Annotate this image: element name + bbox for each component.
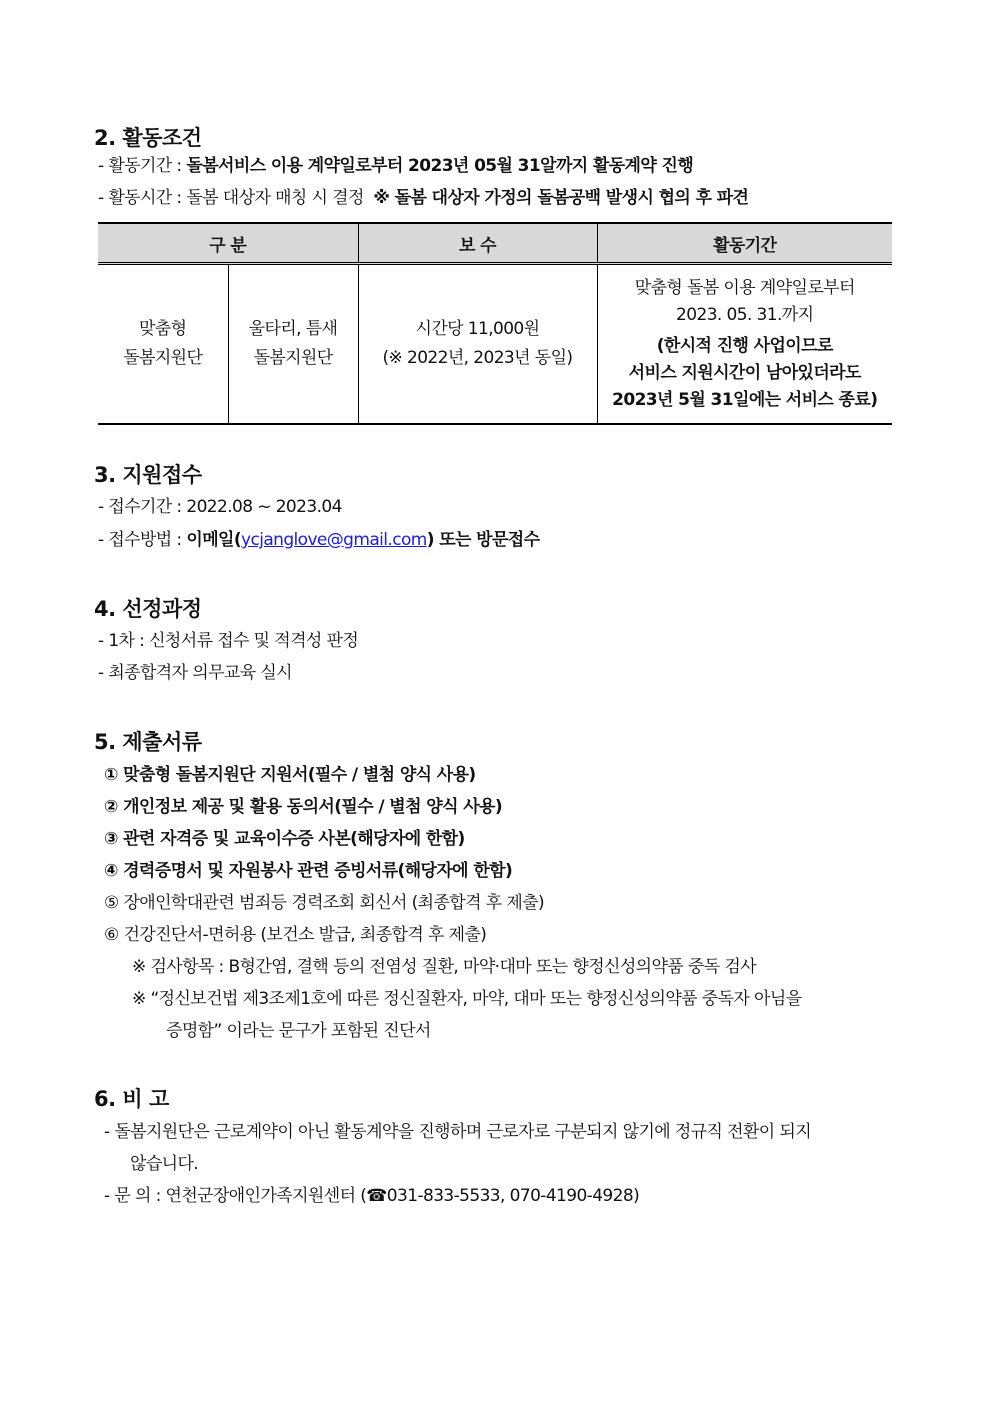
doc-note: ※ 검사항목 : B형간염, 결핵 등의 전염성 질환, 마약·대마 또는 향정신성의약품 중독 검사 xyxy=(132,957,757,977)
doc-item: ⑤ 장애인학대관련 범죄등 경력조회 회신서 (최종합격 후 제출) xyxy=(104,893,545,913)
section-6-title: 6. 비 고 xyxy=(94,1087,169,1111)
cell-pay-line: 시간당 11,000원 xyxy=(415,319,540,339)
cell-group xyxy=(98,264,228,425)
remark-line-cont: 않습니다. xyxy=(130,1154,199,1174)
cell-pay xyxy=(358,264,597,425)
remark-line: - 돌봄지원단은 근로계약이 아닌 활동계약을 진행하며 근로자로 구분되지 않기에 정규직 전환이 되지 xyxy=(104,1122,812,1142)
activity-time-note: ※ 돌봄 대상자 가정의 돌봄공백 발생시 협의 후 파견 xyxy=(373,188,749,208)
email-link[interactable]: ycjanglove@gmail.com xyxy=(241,530,427,550)
contact-line: - 문 의 : 연천군장애인가족지원센터 (☎031-833-5533, 070-4190-4928) xyxy=(104,1186,640,1206)
section-5-title: 5. 제출서류 xyxy=(94,730,202,754)
cell-period-note-line: (한시적 진행 사업이므로 xyxy=(656,335,833,356)
receipt-method-pre: 이메일( xyxy=(186,530,242,550)
activity-table xyxy=(98,222,892,425)
required-doc-item: ③ 관련 자격증 및 교육이수증 사본(해당자에 한함) xyxy=(104,829,465,849)
doc-note-cont: 증명함” 이라는 문구가 포함된 진단서 xyxy=(166,1021,431,1041)
required-doc-item: ② 개인정보 제공 및 활용 동의서(필수 / 별첨 양식 사용) xyxy=(104,797,503,817)
doc-item: ⑥ 건강진단서-면허용 (보건소 발급, 최종합격 후 제출) xyxy=(104,925,487,945)
cell-subgroup xyxy=(228,264,358,425)
cell-group-line: 맞춤형 xyxy=(139,319,187,339)
section-3-title: 3. 지원접수 xyxy=(94,463,202,487)
section-2-title: 2. 활동조건 xyxy=(94,126,202,150)
header-period: 활동기간 xyxy=(597,223,892,264)
header-pay: 보 수 xyxy=(358,223,597,264)
receipt-method-label: - 접수방법 : xyxy=(98,530,187,550)
doc-note: ※ “정신보건법 제3조제1호에 따른 정신질환자, 마약, 대마 또는 향정신성의약품 중독자 아님을 xyxy=(132,989,802,1009)
activity-period-line xyxy=(98,155,693,177)
activity-time-line xyxy=(98,187,748,209)
list-item: - 1차 : 신청서류 접수 및 적격성 판정 xyxy=(98,631,359,651)
header-category: 구 분 xyxy=(98,223,358,264)
cell-period-note-line: 서비스 지원시간이 남아있더라도 xyxy=(628,362,861,383)
activity-period-label: - 활동기간 : xyxy=(98,156,187,176)
cell-pay-line: (※ 2022년, 2023년 동일) xyxy=(382,348,573,368)
required-doc-item: ④ 경력증명서 및 자원봉사 관련 증빙서류(해당자에 한함) xyxy=(104,861,513,881)
cell-group-line: 돌봄지원단 xyxy=(123,348,203,368)
receipt-period: - 접수기간 : 2022.08 ~ 2023.04 xyxy=(98,497,342,517)
table-row xyxy=(98,264,892,425)
cell-period xyxy=(597,264,892,425)
list-item: - 최종합격자 의무교육 실시 xyxy=(98,663,292,683)
cell-period-note-line: 2023년 5월 31일에는 서비스 종료) xyxy=(612,389,878,410)
activity-time-label: - 활동시간 : 돌봄 대상자 매칭 시 결정 xyxy=(98,188,369,208)
cell-period-line: 맞춤형 돌봄 이용 계약일로부터 xyxy=(634,277,855,298)
required-doc-item: ① 맞춤형 돌봄지원단 지원서(필수 / 별첨 양식 사용) xyxy=(104,765,476,785)
cell-subgroup-line: 돌봄지원단 xyxy=(253,348,333,368)
cell-period-line: 2023. 05. 31.까지 xyxy=(676,304,814,325)
table-header-row xyxy=(98,223,892,264)
activity-period-value: 돌봄서비스 이용 계약일로부터 2023년 05월 31알까지 활동계약 진행 xyxy=(186,156,694,176)
cell-subgroup-line: 울타리, 틈새 xyxy=(248,319,338,339)
receipt-method-post: ) 또는 방문접수 xyxy=(426,530,540,550)
receipt-method-line xyxy=(98,529,539,551)
section-4-title: 4. 선정과정 xyxy=(94,597,202,621)
